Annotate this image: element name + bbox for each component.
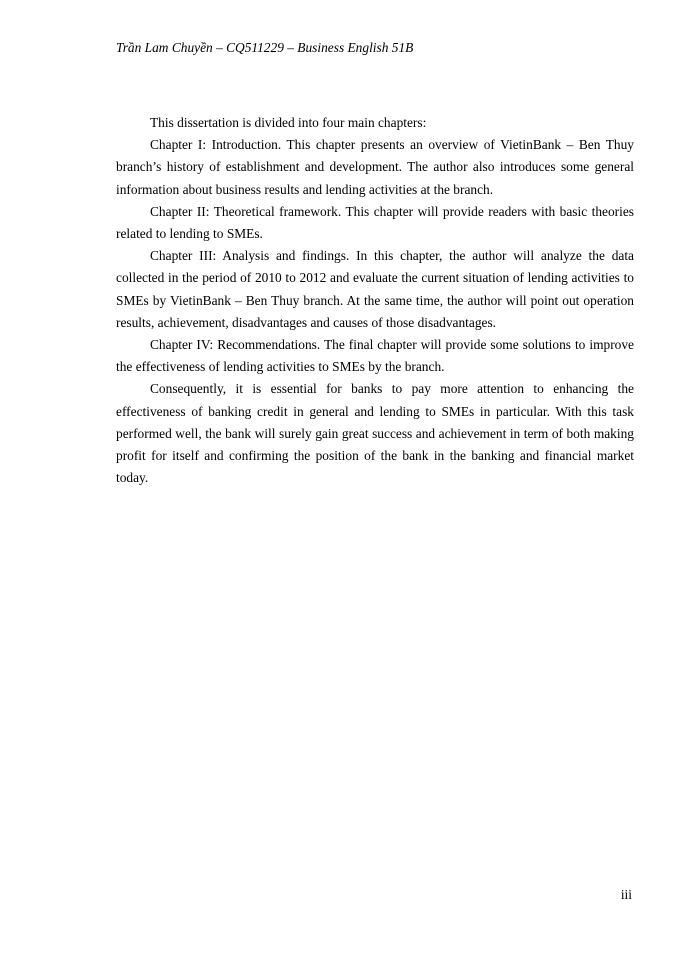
running-header: Trần Lam Chuyền – CQ511229 – Business English 51B xyxy=(116,40,414,55)
chapter-3-paragraph: Chapter III: Analysis and findings. In this chapter, the author will analyze the data collected in the period of 2010 to 2012 and evaluate the current situation of lending activities to SMEs by VietinBank – Ben Thuy branch. At the same time, the author will point out operation results, achievement, disadvantages and causes of those disadvantages. xyxy=(116,248,634,330)
page-number: iii xyxy=(620,887,632,902)
body-text xyxy=(116,112,634,489)
header-divider xyxy=(116,60,634,61)
chapter-1-paragraph: Chapter I: Introduction. This chapter presents an overview of VietinBank – Ben Thuy branch’s history of establishment and development. The author also introduces some general information about business results and lending activities at the branch. xyxy=(116,137,634,197)
conclusion-paragraph: Consequently, it is essential for banks to pay more attention to enhancing the effectiveness of banking credit in general and lending to SMEs in particular. With this task performed well, the bank will surely gain great success and achievement in term of both making profit for itself and confirming the position of the bank in the banking and financial market today. xyxy=(116,381,634,486)
intro-paragraph: This dissertation is divided into four main chapters: xyxy=(150,115,427,130)
chapter-4-paragraph: Chapter IV: Recommendations. The final chapter will provide some solutions to improve the effectiveness of lending activities to SMEs by the branch. xyxy=(116,337,634,375)
chapter-2-paragraph: Chapter II: Theoretical framework. This chapter will provide readers with basic theories related to lending to SMEs. xyxy=(116,203,634,242)
